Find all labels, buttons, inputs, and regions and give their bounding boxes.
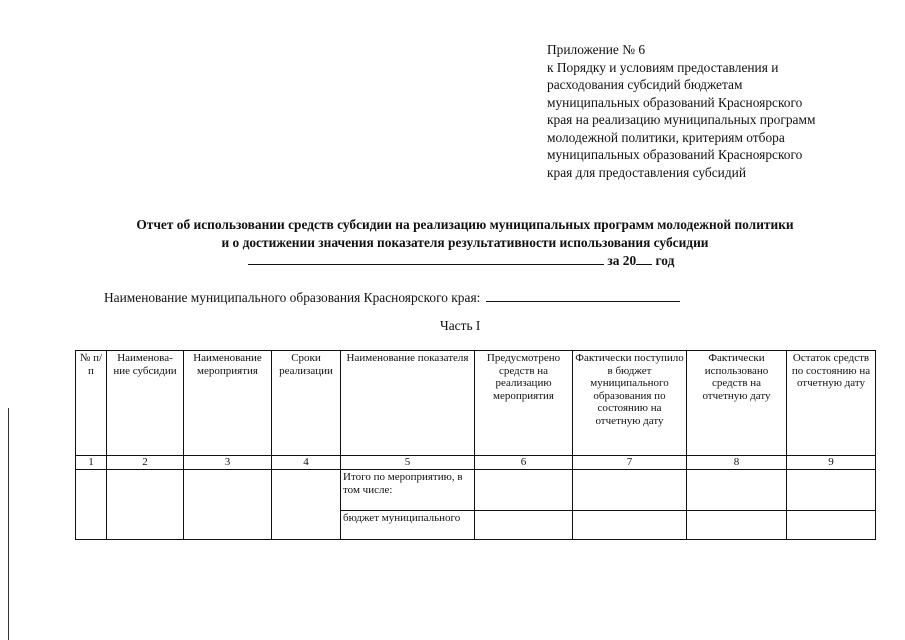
column-number: 1: [76, 456, 107, 470]
table-header-cell: Фактически поступило в бюджет муниципального образования по состоянию на отчетную дату: [573, 351, 687, 456]
table-cell[interactable]: [687, 511, 787, 540]
table-cell[interactable]: [184, 470, 272, 540]
column-number: 8: [687, 456, 787, 470]
period-suffix: год: [655, 253, 675, 268]
annex-line: края для предоставления субсидий: [547, 164, 746, 180]
table-header-row: [76, 351, 876, 456]
table-header-cell: № п/п: [76, 351, 107, 456]
table-header-cell: Наименова- ние субсидии: [107, 351, 184, 456]
column-number: 3: [184, 456, 272, 470]
column-number: 6: [475, 456, 573, 470]
table-cell[interactable]: [107, 470, 184, 540]
table-header-cell: Предусмотрено средств на реализацию мероприятия: [475, 351, 573, 456]
municipality-label: Наименование муниципального образования Красноярского края:: [104, 290, 481, 305]
part-label: Часть I: [440, 318, 481, 333]
municipality-line: [104, 287, 680, 306]
column-number: 5: [341, 456, 475, 470]
column-number: 9: [787, 456, 876, 470]
table-cell[interactable]: [573, 470, 687, 511]
table-cell[interactable]: [687, 470, 787, 511]
table-cell[interactable]: [272, 470, 341, 540]
row-label-municipal-budget: бюджет муниципального: [341, 511, 475, 540]
table-cell[interactable]: [475, 511, 573, 540]
table-cell[interactable]: [573, 511, 687, 540]
table-header-cell: Фактически использовано средств на отчетную дату: [687, 351, 787, 456]
report-period: [248, 250, 674, 269]
annex-line: края на реализацию муниципальных программ: [547, 112, 816, 127]
table-header-cell: Наименование мероприятия: [184, 351, 272, 456]
municipality-blank[interactable]: [486, 287, 680, 302]
table-cell[interactable]: [475, 470, 573, 511]
annex-line: муниципальных образований Красноярского: [547, 94, 803, 110]
table-row: [76, 470, 876, 511]
report-title: [60, 216, 870, 251]
report-table: [75, 350, 876, 540]
annex-line: Приложение № 6: [547, 42, 646, 57]
annex-block: [547, 41, 887, 181]
period-blank[interactable]: [248, 250, 604, 265]
table-cell[interactable]: [787, 470, 876, 511]
annex-line: расходования субсидий бюджетам: [547, 77, 743, 92]
annex-line: молодежной политики, критериям отбора: [547, 129, 785, 145]
annex-line: к Порядку и условиям предоставления и: [547, 59, 779, 75]
table-header-cell: Наименование показателя: [341, 351, 475, 456]
column-number-row: [76, 456, 876, 470]
table-cell[interactable]: [76, 470, 107, 540]
period-prefix: за 20: [607, 253, 637, 268]
report-title-line2: и о достижении значения показателя результативности использования субсидии: [221, 234, 709, 250]
annex-line: муниципальных образований Красноярского: [547, 147, 803, 162]
column-number: 7: [573, 456, 687, 470]
column-number: 2: [107, 456, 184, 470]
scan-margin-line: [8, 408, 9, 640]
table-header-cell: Сроки реализации: [272, 351, 341, 456]
year-blank[interactable]: [636, 250, 652, 265]
row-label-total: Итого по мероприятию, в том числе:: [341, 470, 475, 511]
table-header-cell: Остаток средств по состоянию на отчетную дату: [787, 351, 876, 456]
report-title-line1: Отчет об использовании средств субсидии на реализацию муниципальных программ молодежной политики: [136, 217, 794, 232]
column-number: 4: [272, 456, 341, 470]
table-cell[interactable]: [787, 511, 876, 540]
